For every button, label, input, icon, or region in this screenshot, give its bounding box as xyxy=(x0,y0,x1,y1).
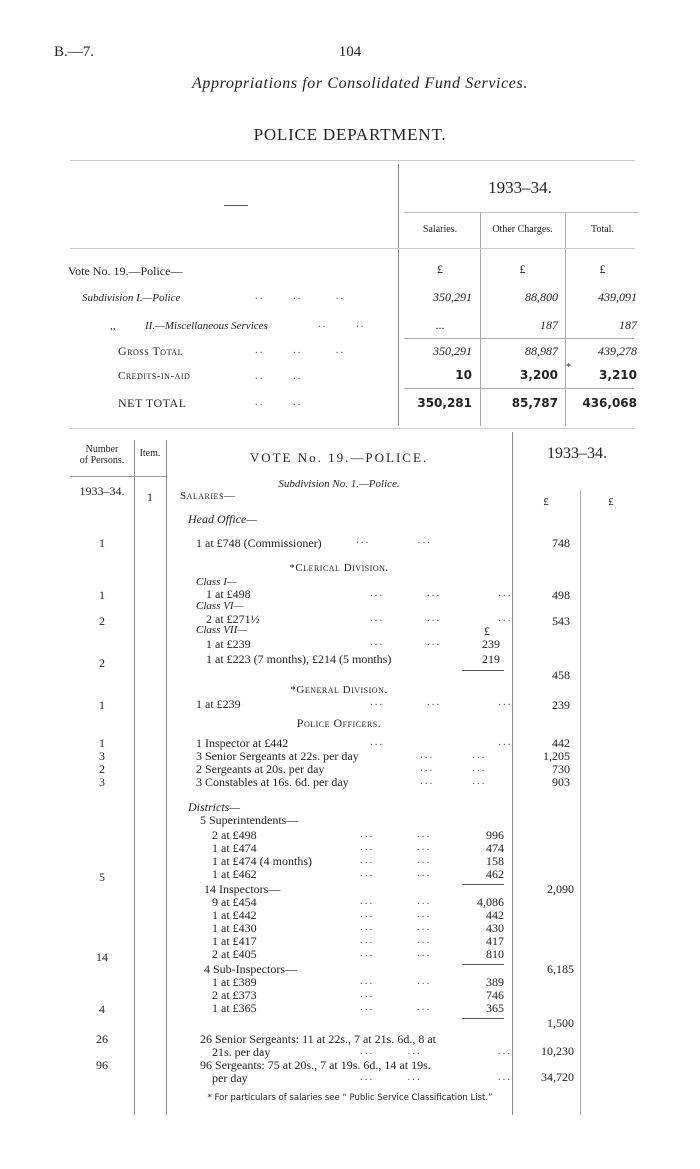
class-heading: Class VI— xyxy=(196,600,244,612)
amount-cell: 442 xyxy=(552,736,570,750)
line-item: 1 at £417 xyxy=(212,934,257,948)
summary-cell: 85,787 xyxy=(511,396,558,410)
amount-cell: 239 xyxy=(552,698,570,712)
persons-cell: 5 xyxy=(99,870,105,884)
pound-sign: £ xyxy=(484,624,490,638)
persons-cell: 3 xyxy=(99,749,105,763)
line-item: 1 at £239 xyxy=(196,697,241,711)
summary-cell: 88,987 xyxy=(525,344,558,358)
persons-cell: 2 xyxy=(99,656,105,670)
sub-amount: 239 xyxy=(482,637,500,651)
page-reference: B.—7. xyxy=(54,44,95,60)
amount-cell: 458 xyxy=(552,668,570,682)
line-item: 1 at £462 xyxy=(212,867,257,881)
line-item: 26 Senior Sergeants: 11 at 22s., 7 at 21s. 6d., 8 at xyxy=(200,1032,436,1046)
col-persons-line: of Persons. xyxy=(79,455,125,466)
pound-sign: £ xyxy=(543,496,549,508)
persons-cell: 96 xyxy=(96,1058,108,1072)
amount-cell: 1,500 xyxy=(547,1016,574,1030)
summary-cell: 88,800 xyxy=(525,290,558,304)
persons-cell: 3 xyxy=(99,775,105,789)
line-item: 2 at £498 xyxy=(212,828,257,842)
line-item: 2 at £405 xyxy=(212,947,257,961)
inspectors-heading: 14 Inspectors— xyxy=(204,882,281,896)
persons-cell: 2 xyxy=(99,614,105,628)
summary-cell: 3,200 xyxy=(520,368,558,382)
line-item: 2 Sergeants at 20s. per day xyxy=(196,762,325,776)
summary-cell: 187 xyxy=(619,318,637,332)
summary-cell: 187 xyxy=(540,318,558,332)
amount-cell: 748 xyxy=(552,536,570,550)
amount-cell: 10,230 xyxy=(541,1044,574,1058)
line-item: 2 at £271½ xyxy=(206,612,260,626)
line-item: 1 at £498 xyxy=(206,587,251,601)
summary-cell: 350,291 xyxy=(433,344,472,358)
sub-amount: 417 xyxy=(486,934,504,948)
persons-cell: 1 xyxy=(99,698,105,712)
pound-sign: £ xyxy=(599,262,606,276)
col-persons-line: Number xyxy=(85,444,119,455)
persons-cell: 14 xyxy=(96,950,108,964)
summary-gross-total: Gross Total xyxy=(118,344,183,358)
summary-cell: 10 xyxy=(455,368,472,382)
line-item: 1 at £239 xyxy=(206,637,251,651)
line-item: 2 at £373 xyxy=(212,988,257,1002)
districts-heading: Districts— xyxy=(188,800,241,814)
line-item: per day xyxy=(212,1071,248,1085)
summary-cell: 350,291 xyxy=(433,290,472,304)
item-number: 1 xyxy=(147,490,153,504)
sub-amount: 365 xyxy=(486,1001,504,1015)
line-item: 3 Constables at 16s. 6d. per day xyxy=(196,775,349,789)
summary-net-total: NET TOTAL xyxy=(118,396,187,410)
vote-title: VOTE No. 19.—POLICE. xyxy=(249,450,429,465)
sub-amount: 996 xyxy=(486,828,504,842)
persons-cell: 4 xyxy=(99,1002,105,1016)
sub-inspectors-heading: 4 Sub-Inspectors— xyxy=(204,962,297,976)
clerical-division-heading: *Clerical Division. xyxy=(289,562,389,574)
superintendents-heading: 5 Superintendents— xyxy=(200,813,299,827)
line-item: 1 at £474 xyxy=(212,841,257,855)
persons-cell: 1 xyxy=(99,588,105,602)
footnote: * For particulars of salaries see “ Public Service Classification List.” xyxy=(207,1093,493,1103)
summary-subdivision-2: II.—Miscellaneous Services xyxy=(145,320,268,332)
class-heading: Class VII— xyxy=(196,624,248,636)
amount-cell: 903 xyxy=(552,775,570,789)
line-item: 1 Inspector at £442 xyxy=(196,736,289,750)
summary-ditto: ,, xyxy=(110,320,116,332)
amount-cell: 498 xyxy=(552,588,570,602)
amount-cell: 2,090 xyxy=(547,882,574,896)
summary-cell: 439,278 xyxy=(598,344,637,358)
asterisk-mark: * xyxy=(566,362,571,373)
persons-cell: 26 xyxy=(96,1032,108,1046)
salaries-heading: Salaries— xyxy=(180,490,236,502)
line-item: 1 at £365 xyxy=(212,1001,257,1015)
persons-cell: 2 xyxy=(99,762,105,776)
sub-amount: 462 xyxy=(486,867,504,881)
subdivision-heading: Subdivision No. 1.—Police. xyxy=(278,478,400,490)
amount-cell: 543 xyxy=(552,614,570,628)
document-title: Appropriations for Consolidated Fund Services. xyxy=(192,75,528,92)
line-item: 3 Senior Sergeants at 22s. per day xyxy=(196,749,359,763)
head-office-heading: Head Office— xyxy=(188,512,257,526)
police-officers-heading: Police Officers. xyxy=(296,716,382,730)
line-item: 1 at £442 xyxy=(212,908,257,922)
sub-amount: 158 xyxy=(486,854,504,868)
line-item: 1 at £223 (7 months), £214 (5 months) xyxy=(206,652,392,666)
summary-year: 1933–34. xyxy=(488,178,552,197)
summary-cell: 436,068 xyxy=(582,396,637,410)
summary-cell: 3,210 xyxy=(599,368,637,382)
line-item: 1 at £748 (Commissioner) xyxy=(196,536,322,550)
persons-cell: 1 xyxy=(99,536,105,550)
amount-cell: 730 xyxy=(552,762,570,776)
pound-sign: £ xyxy=(519,262,526,276)
summary-subdivision-1: Subdivision I.—Police xyxy=(82,292,181,304)
department-title: POLICE DEPARTMENT. xyxy=(253,125,447,144)
amount-cell: 34,720 xyxy=(541,1070,574,1084)
class-heading: Class I— xyxy=(196,576,237,588)
line-item: 1 at £474 (4 months) xyxy=(212,854,312,868)
line-item: 96 Sergeants: 75 at 20s., 7 at 19s. 6d., 14 at 19s. xyxy=(200,1058,431,1072)
sub-amount: 442 xyxy=(486,908,504,922)
detail-year: 1933–34. xyxy=(547,445,607,462)
pound-sign: £ xyxy=(437,262,443,276)
sub-amount: 389 xyxy=(486,975,504,989)
summary-cell: 350,281 xyxy=(417,396,472,410)
col-other-charges: Other Charges. xyxy=(492,224,553,235)
line-item: 1 at £430 xyxy=(212,921,257,935)
sub-amount: 219 xyxy=(482,652,500,666)
line-item: 21s. per day xyxy=(212,1045,271,1059)
amount-cell: 1,205 xyxy=(543,749,570,763)
col-salaries: Salaries. xyxy=(422,224,458,235)
general-division-heading: *General Division. xyxy=(290,684,388,696)
col-persons-header xyxy=(70,444,134,466)
page-number: 104 xyxy=(338,44,362,60)
persons-year: 1933–34. xyxy=(79,484,125,498)
summary-vote-label: Vote No. 19.—Police— xyxy=(68,264,183,278)
sub-amount: 430 xyxy=(486,921,504,935)
line-item: 1 at £389 xyxy=(212,975,257,989)
sub-amount: 4,086 xyxy=(477,895,504,909)
amount-cell: 6,185 xyxy=(547,962,574,976)
summary-credits: Credits-in-aid xyxy=(118,370,191,382)
sub-amount: 810 xyxy=(486,947,504,961)
persons-cell: 1 xyxy=(99,736,105,750)
sub-amount: 746 xyxy=(486,988,504,1002)
pound-sign: £ xyxy=(608,496,614,508)
col-item-header: Item. xyxy=(139,448,161,459)
placeholder-dash xyxy=(224,205,248,206)
col-total: Total. xyxy=(591,224,614,235)
line-item: 9 at £454 xyxy=(212,895,257,909)
summary-cell: 439,091 xyxy=(598,290,637,304)
sub-amount: 474 xyxy=(486,841,504,855)
summary-cell: ... xyxy=(435,318,445,332)
